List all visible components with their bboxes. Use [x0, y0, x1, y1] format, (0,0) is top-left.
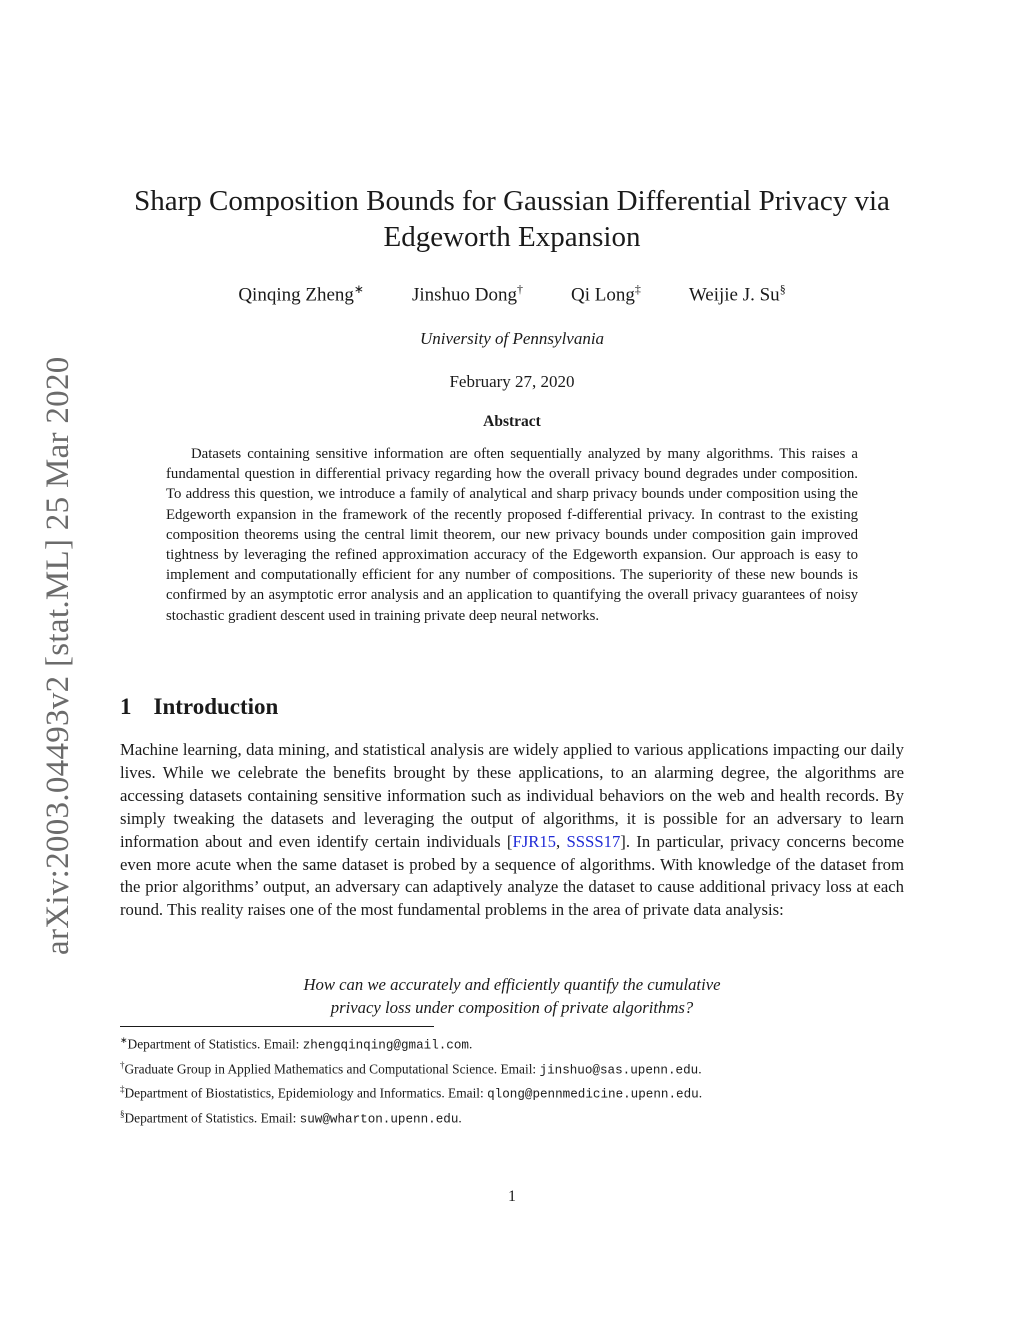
footnote: †Graduate Group in Applied Mathematics and Computational Science. Email: jinshuo@sas.upenn.edu. [120, 1059, 702, 1078]
section-number: 1 [120, 694, 132, 719]
author: Weijie J. Su§ [688, 282, 786, 306]
author-footnote-mark: ‡ [634, 282, 641, 296]
footnotes [120, 1031, 904, 1130]
question-line-2: privacy loss under composition of private algorithms? [330, 997, 694, 1017]
footnote: ‡Department of Biostatistics, Epidemiology and Informatics. Email: qlong@pennmedicine.upenn.edu. [120, 1084, 703, 1102]
author: Qinqing Zheng∗ [238, 282, 364, 306]
footnote-email: qlong@pennmedicine.upenn.edu [487, 1087, 699, 1102]
arxiv-identifier-stamp: arXiv:2003.04493v2 [stat.ML] 25 Mar 2020 [40, 356, 76, 955]
title-line-2: Edgeworth Expansion [383, 221, 641, 253]
author-footnote-mark: † [517, 282, 523, 296]
footnote-email: jinshuo@sas.upenn.edu [539, 1063, 699, 1078]
author: Qi Long‡ [571, 282, 641, 306]
section-heading-introduction [120, 694, 278, 720]
footnote-divider [120, 1026, 434, 1027]
author-list [120, 282, 904, 306]
question-line-1: How can we accurately and efficiently quantify the cumulative [303, 975, 721, 994]
introduction-paragraph: Machine learning, data mining, and statistical analysis are widely applied to various applications impacting our daily lives. While we celebrate the benefits brought by these applications, to an alarming degree, the algorithms are accessing datasets containing sensitive information such as individual behaviors on the web and health records. By simply tweaking the datasets and leveraging the output of algorithms, it is possible for an adversary to learn information about and even identify certain individuals [FJR15, SSSS17]. In particular, privacy concerns become even more acute when the same dataset is probed by a sequence of algorithms. With knowledge of the dataset from the prior algorithms’ output, an adversary can adaptively analyze the dataset to cause additional privacy loss at each round. This reality raises one of the most fundamental problems in the area of private data analysis: [120, 740, 904, 920]
author-footnote-mark: ∗ [353, 282, 364, 296]
affiliation: University of Pennsylvania [419, 329, 605, 348]
title-line-1: Sharp Composition Bounds for Gaussian Differential Privacy via [134, 185, 890, 217]
paper-date: February 27, 2020 [449, 372, 575, 391]
author: Jinshuo Dong† [411, 282, 523, 306]
footnote-email: zhengqinqing@gmail.com [302, 1038, 469, 1053]
abstract-heading: Abstract [483, 413, 541, 430]
author-footnote-mark: § [779, 282, 786, 296]
footnote-email: suw@wharton.upenn.edu [299, 1112, 459, 1127]
footnote: ∗Department of Statistics. Email: zhengqinqing@gmail.com. [120, 1035, 473, 1053]
highlighted-question [120, 974, 904, 1020]
citation-link-fjr15[interactable]: FJR15 [512, 831, 557, 851]
footnote: §Department of Statistics. Email: suw@wharton.upenn.edu. [120, 1109, 462, 1127]
section-title: Introduction [153, 694, 279, 719]
abstract-text: Datasets containing sensitive information are often sequentially analyzed by many algorithms. This raises a fundamental question in differential privacy regarding how the overall privacy bound degrades under composition. To address this question, we introduce a family of analytical and sharp privacy bounds under composition using the Edgeworth expansion in the framework of the recently proposed f-differential privacy. In contrast to the existing composition theorems using the central limit theorem, our new privacy bounds under composition gain improved tightness by leveraging the refined approximation accuracy of the Edgeworth expansion. Our approach is easy to implement and computationally efficient for any number of compositions. The superiority of these new bounds is confirmed by an asymptotic error analysis and an application to quantifying the overall privacy guarantees of noisy stochastic gradient descent used in training private deep neural networks. [166, 446, 858, 624]
citation-link-ssss17[interactable]: SSSS17 [566, 831, 621, 851]
paper-title [120, 183, 904, 255]
page-number: 1 [508, 1188, 516, 1205]
